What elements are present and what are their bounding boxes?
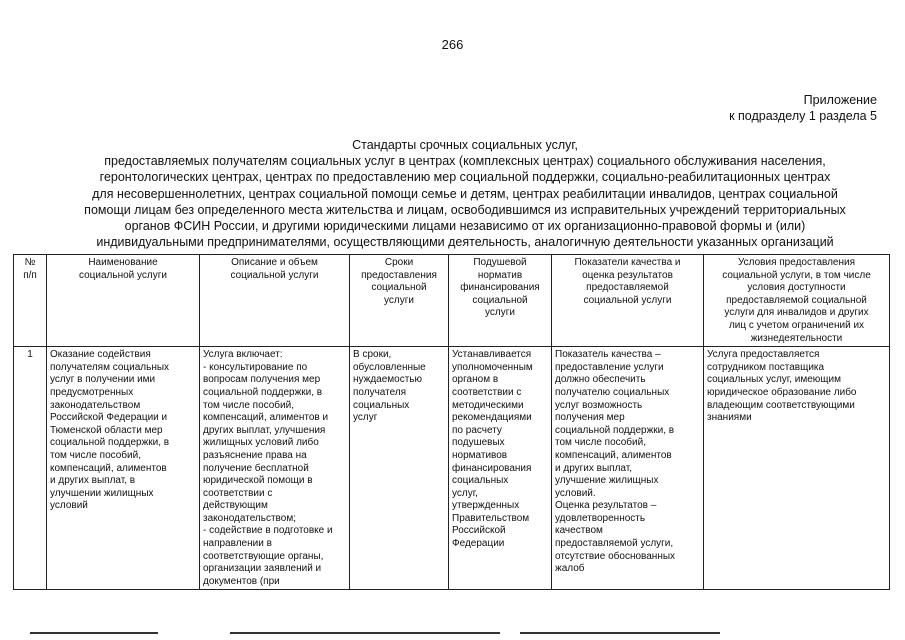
- cell-text-line: услуги: [384, 294, 414, 306]
- cell-text-line: и других выплат,: [555, 462, 633, 474]
- cell-text-line: компенсаций, алиментов и: [203, 412, 329, 424]
- cell-text-line: Наименование: [88, 257, 158, 268]
- title-line: органов ФСИН России, и другими юридическими лицами независимо от их организационно-правовой формы и (или): [124, 219, 806, 234]
- cell-text-line: В сроки,: [353, 349, 392, 361]
- cell-text-line: Услуга включает:: [203, 349, 283, 361]
- cell-text-line: нуждаемостью: [353, 374, 423, 386]
- cell-text-line: действующим: [203, 500, 268, 512]
- cell-text-line: качеством: [555, 525, 603, 537]
- cell-text-line: законодательством;: [203, 512, 296, 524]
- cell-text-line: Оказание содействия: [50, 349, 151, 361]
- cell-text-line: социальной поддержки, в: [555, 424, 675, 436]
- cell-text-line: социальной: [472, 294, 528, 306]
- cell-text-line: услуги: [485, 307, 515, 319]
- cell-text-line: должно обеспечить: [555, 374, 646, 386]
- cell-text-line: подушевых: [452, 437, 505, 449]
- cell-text-line: социальной услуги: [583, 294, 672, 306]
- cell-text-line: вопросам получения мер: [203, 374, 321, 386]
- cell-description: [200, 347, 350, 590]
- cell-text-line: других выплат, улучшения: [203, 424, 326, 436]
- cell-text-line: организации заявлений и: [203, 563, 322, 575]
- cell-text-line: Описание и объем: [231, 257, 318, 268]
- cell-text-line: лиц с учетом ограничений их: [728, 319, 865, 331]
- title-line: Стандарты срочных социальных услуг,: [352, 138, 578, 152]
- cell-text-line: предоставляемой: [586, 282, 669, 294]
- cell-text-line: Оценка результатов –: [555, 500, 657, 512]
- header-row: [14, 255, 890, 347]
- cell-financing: [449, 347, 552, 590]
- cell-text-line: социальной: [371, 282, 427, 294]
- title-line: индивидуальными предпринимателями, осуществляющими деятельность, аналогичную деятельности указанных организаций: [96, 235, 834, 250]
- cell-text-line: получателям социальных: [50, 361, 170, 373]
- title-line: предоставляемых получателям социальных услуг в центрах (комплексных центрах) социального обслуживания населения,: [104, 154, 826, 169]
- cell-text-line: жалоб: [555, 563, 585, 575]
- cell-text-line: социальных: [353, 399, 410, 411]
- cell-text-line: условий.: [555, 487, 596, 499]
- appendix-line: к подразделу 1 раздела 5: [729, 109, 877, 123]
- cell-text-line: нормативов: [452, 449, 508, 461]
- cell-text-line: жизнедеятельности: [750, 332, 843, 344]
- cell-text-line: компенсаций, алиментов: [50, 462, 167, 474]
- cell-text-line: - содействие в подготовке и: [203, 525, 333, 537]
- cell-text-line: предоставляемой услуги,: [555, 538, 674, 550]
- cell-text-line: сотрудником поставщика: [707, 361, 825, 373]
- cell-text-line: отсутствие обоснованных: [555, 550, 676, 562]
- cell-text-line: по расчету: [452, 424, 502, 436]
- cell-text-line: том числе пособий,: [203, 399, 294, 411]
- title-line: для несовершеннолетних, центрах социальной помощи семье и детям, центрах реабилитации инвалидов, центрах социальной: [92, 186, 838, 201]
- header-cell-conditions: [704, 255, 890, 347]
- cell-text-line: социальных: [452, 475, 509, 487]
- cell-text-line: социальной услуги, в том числе: [722, 269, 871, 281]
- cell-text-line: услуг: [353, 412, 378, 424]
- cell-text-line: Правительством: [452, 512, 530, 524]
- document-title: [40, 137, 890, 250]
- cell-text-line: п/п: [23, 269, 37, 281]
- cell-service-name: [47, 347, 200, 590]
- cell-text-line: законодательством: [50, 399, 141, 411]
- cell-text-line: услуги для инвалидов и других: [724, 307, 869, 319]
- cell-text-line: - консультирование по: [203, 361, 308, 373]
- cell-text-line: оценка результатов: [582, 269, 673, 281]
- cell-text-line: рекомендациями: [452, 412, 532, 424]
- cell-text-line: методическими: [452, 399, 524, 411]
- cell-text-line: направлении в: [203, 538, 272, 550]
- cell-text-line: предоставляемой социальной: [726, 294, 867, 306]
- cell-text-line: финансирования: [460, 282, 540, 294]
- cell-text-line: предоставления: [361, 269, 437, 281]
- cell-text-line: и других выплат, в: [50, 475, 136, 487]
- cell-text-line: социальной услуги: [79, 269, 167, 281]
- header-cell-description: [200, 255, 350, 347]
- header-cell-number: [14, 255, 47, 347]
- cell-text-line: 1: [27, 349, 33, 361]
- cell-text-line: утвержденных: [452, 500, 520, 512]
- cell-conditions: [704, 347, 890, 590]
- cell-text-line: владеющим соответствующими: [707, 399, 855, 411]
- footer-rule: [520, 632, 720, 634]
- cell-text-line: Сроки: [384, 257, 414, 268]
- cell-text-line: улучшение жилищных: [555, 475, 659, 487]
- cell-text-line: получение бесплатной: [203, 462, 309, 474]
- cell-text-line: соответствии с: [452, 386, 522, 398]
- cell-text-line: Услуга предоставляется: [707, 349, 820, 361]
- cell-text-line: получателя: [353, 386, 407, 398]
- cell-text-line: Подушевой: [473, 257, 527, 268]
- cell-text-line: предусмотренных: [50, 386, 134, 398]
- header-cell-terms: [350, 255, 449, 347]
- cell-text-line: удовлетворенность: [555, 512, 646, 524]
- title-line: помощи лицам без определенного места жительства и лицам, освободившимся из исправительных учреждений территориальных: [84, 202, 846, 217]
- cell-number: [14, 347, 47, 590]
- page-number: 266: [441, 37, 464, 52]
- cell-quality: [552, 347, 704, 590]
- cell-text-line: Показатель качества –: [555, 349, 661, 361]
- cell-text-line: соответствующие органы,: [203, 550, 324, 562]
- cell-text-line: уполномоченным: [452, 361, 533, 373]
- cell-text-line: условий: [50, 500, 88, 512]
- table-header: [14, 255, 890, 347]
- appendix-caption: [729, 92, 877, 124]
- cell-text-line: получения мер: [555, 412, 625, 424]
- cell-text-line: органом в: [452, 374, 499, 386]
- cell-text-line: социальной услуги: [230, 269, 319, 281]
- header-cell-quality: [552, 255, 704, 347]
- cell-text-line: Российской: [452, 525, 506, 537]
- cell-text-line: предоставление услуги: [555, 361, 664, 373]
- cell-text-line: услуг возможность: [555, 399, 643, 411]
- cell-text-line: улучшении жилищных: [50, 487, 154, 499]
- cell-text-line: документов (при: [203, 575, 280, 587]
- cell-text-line: том числе пособий,: [50, 449, 141, 461]
- cell-text-line: юридическое образование либо: [707, 386, 857, 398]
- cell-terms: [350, 347, 449, 590]
- cell-text-line: знаниями: [707, 412, 752, 424]
- header-cell-service-name: [47, 255, 200, 347]
- cell-text-line: норматив: [477, 269, 523, 281]
- cell-text-line: жилищных условий либо: [203, 437, 319, 449]
- cell-text-line: социальных услуг, имеющим: [707, 374, 841, 386]
- cell-text-line: услуг,: [452, 487, 478, 499]
- cell-text-line: Российской Федерации и: [50, 412, 168, 424]
- footer-rule: [230, 632, 500, 634]
- cell-text-line: компенсаций, алиментов: [555, 449, 672, 461]
- cell-text-line: получателю социальных: [555, 386, 670, 398]
- footer-rule: [30, 632, 158, 634]
- cell-text-line: условия доступности: [747, 282, 846, 294]
- table-row: [14, 347, 890, 590]
- cell-text-line: финансирования: [452, 462, 532, 474]
- cell-text-line: Показатели качества и: [574, 257, 681, 268]
- cell-text-line: услуг в получении ими: [50, 374, 156, 386]
- header-cell-financing: [449, 255, 552, 347]
- cell-text-line: том числе пособий,: [555, 437, 646, 449]
- cell-text-line: Федерации: [452, 538, 505, 550]
- appendix-line: Приложение: [803, 93, 877, 107]
- cell-text-line: разъяснение права на: [203, 449, 307, 461]
- cell-text-line: социальной поддержки, в: [203, 386, 323, 398]
- standards-table: [13, 254, 890, 590]
- title-line: геронтологических центрах, центрах по предоставлению мер социальной поддержки, социально-реабилитационных центрах: [99, 170, 831, 185]
- cell-text-line: Условия предоставления: [737, 257, 856, 268]
- cell-text-line: юридической помощи в: [203, 475, 313, 487]
- cell-text-line: Тюменской области мер: [50, 424, 163, 436]
- cell-text-line: соответствии с: [203, 487, 273, 499]
- cell-text-line: социальной поддержки, в: [50, 437, 170, 449]
- cell-text-line: №: [24, 257, 36, 268]
- cell-text-line: обусловленные: [353, 361, 426, 373]
- cell-text-line: Устанавливается: [452, 349, 532, 361]
